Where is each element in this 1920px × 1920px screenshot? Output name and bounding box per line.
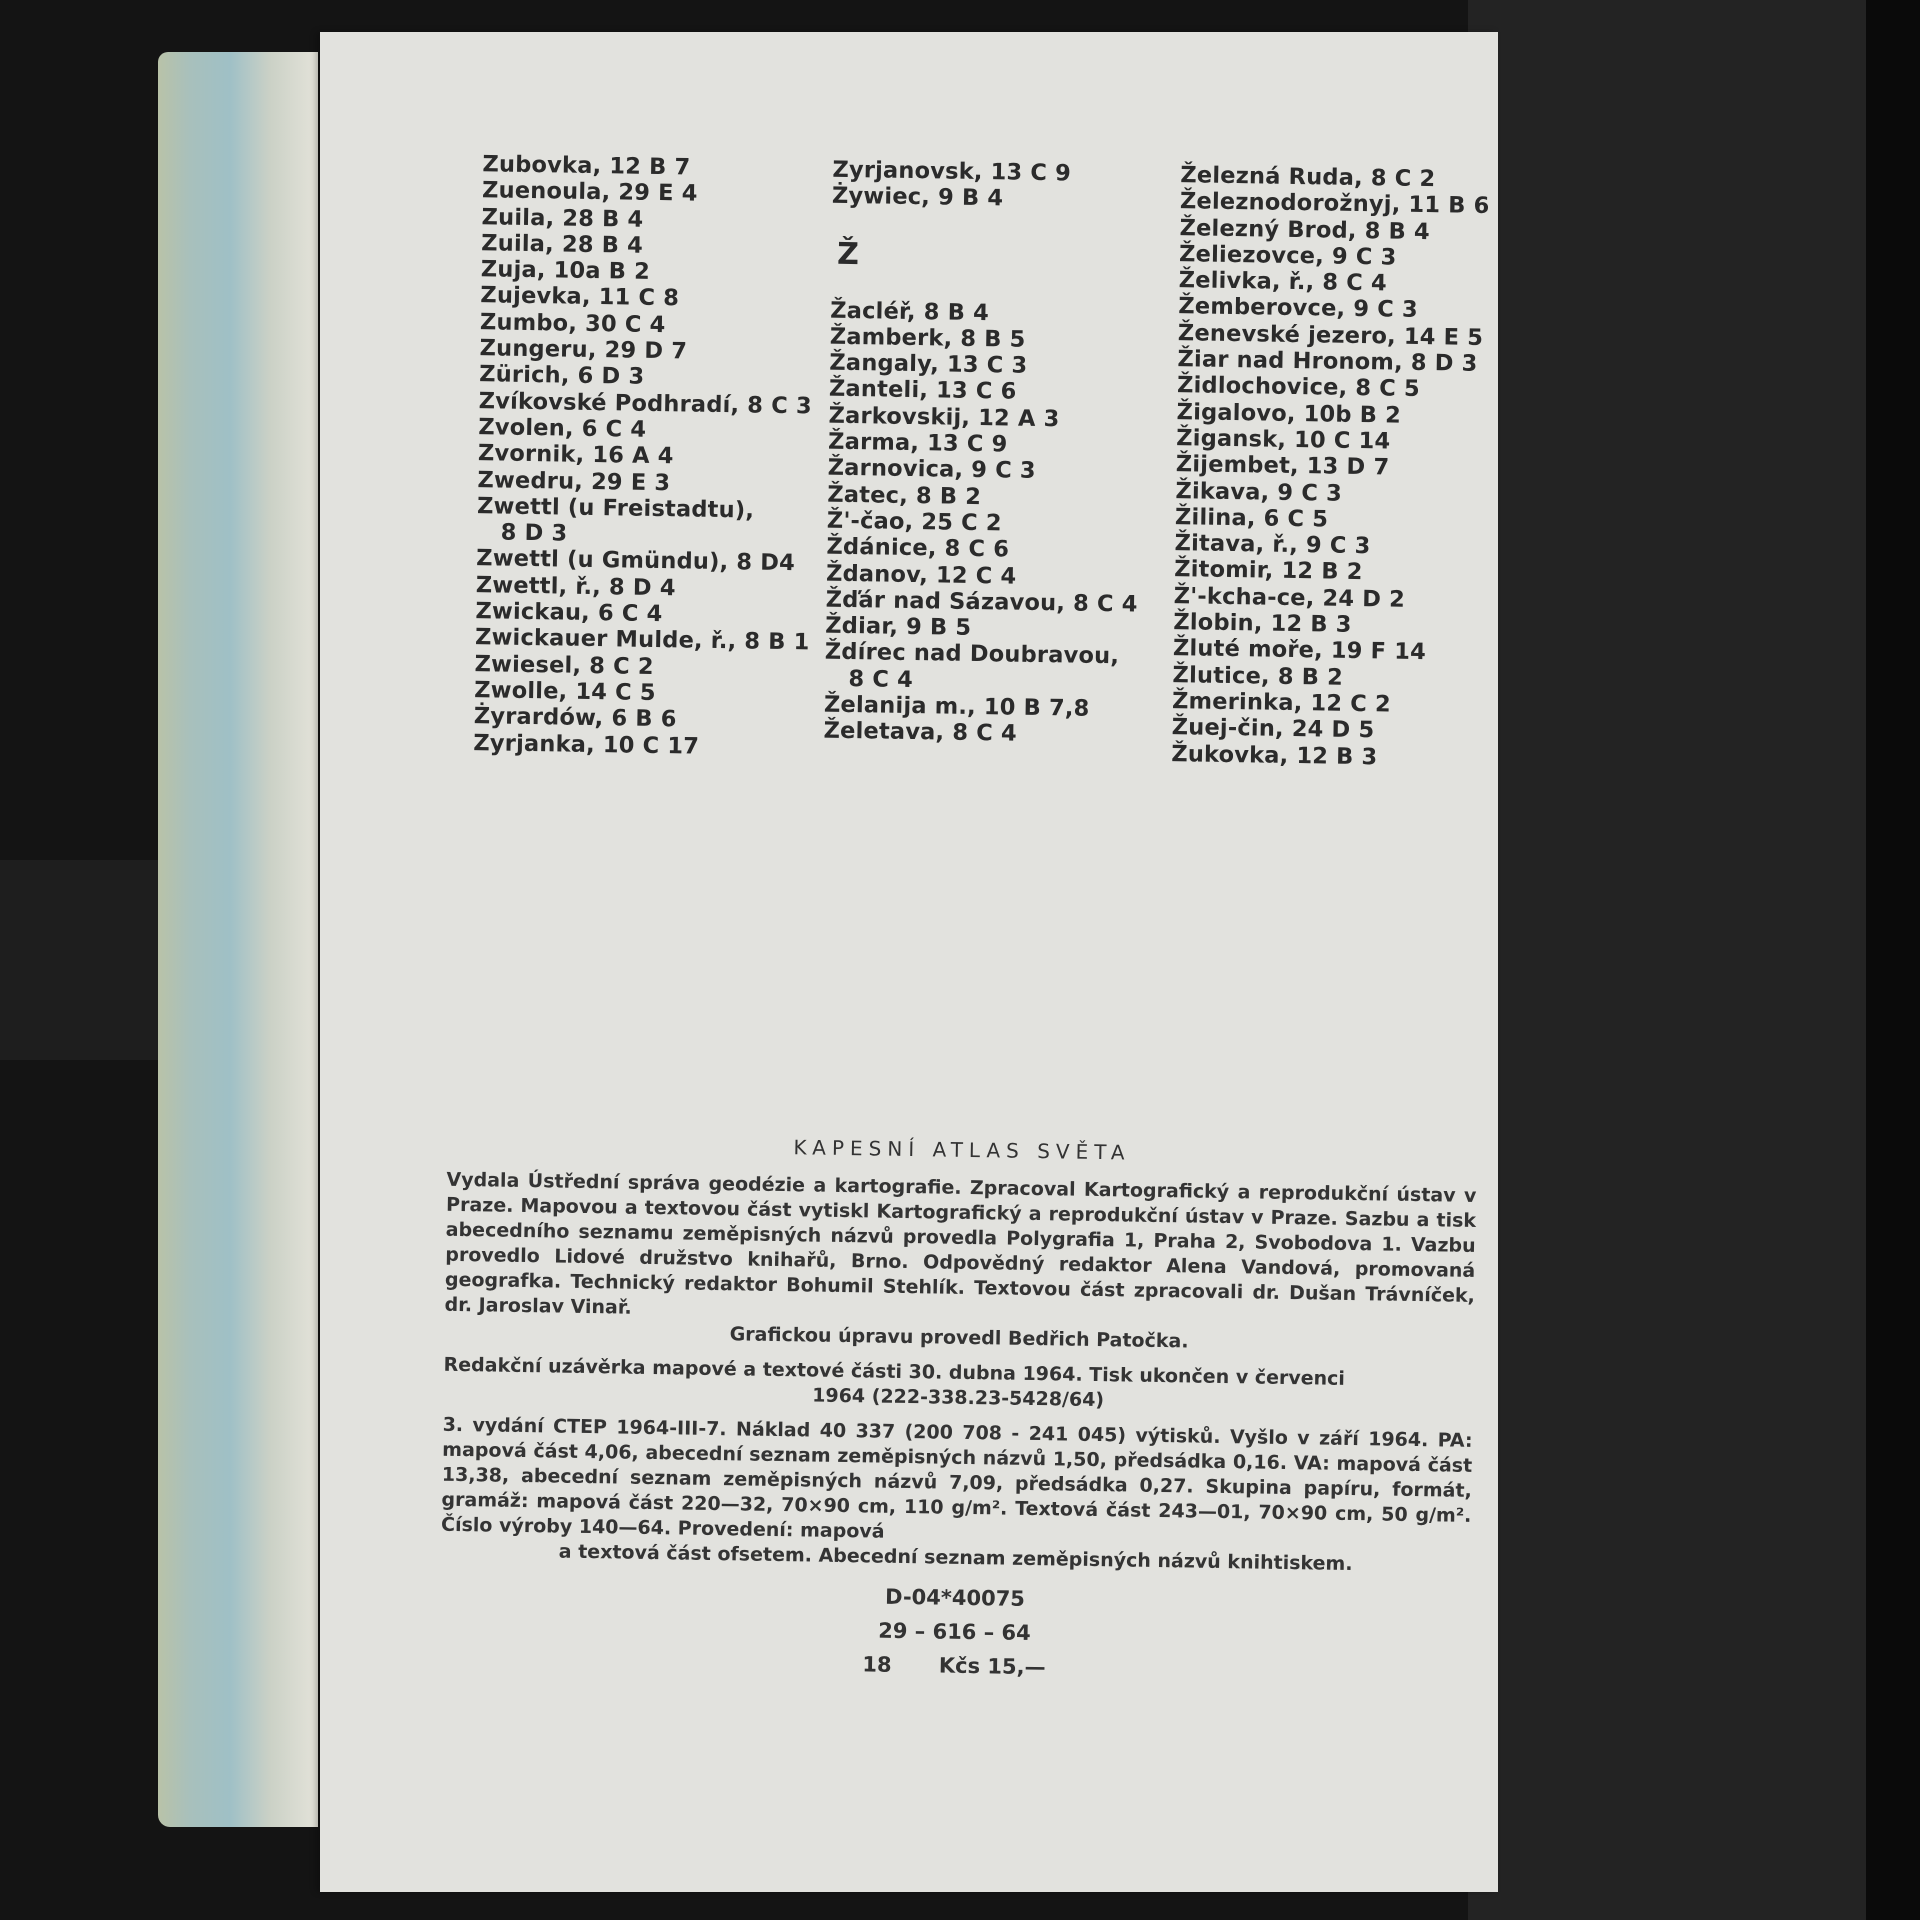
index-entry: Železná Ruda, 8 C 2: [1180, 162, 1436, 193]
index-entry: Žitava, ř., 9 C 3: [1174, 530, 1371, 560]
colophon-paragraph-publisher-text: Vydala Ústřední správa geodézie a kartografie. Zpracoval Kartografický a reprodukční ústav v Praze. Mapovou a textovou část vytiskl Kartografický a reprodukční ústav v Praze. Sazbu a tisk abecedního seznamu zeměpisných názvů provedla Polygrafia 1, Praha 2, Svobodova 1. Vazbu provedlo Lidové družstvo knihařů, Brno. Odpovědný redaktor Alena Vandová, promovaná geografka. Technický redaktor Bohumil Stehlík. Textovou část zpracovali dr. Dušan Trávníček, dr. Jaroslav Vinař.: [444, 1168, 1477, 1319]
index-entry: Žarma, 13 C 9: [827, 428, 1008, 458]
index-entry: Zwickauer Mulde, ř., 8 B 1: [474, 624, 810, 656]
colophon-paragraph-deadline: [443, 1353, 1474, 1419]
index-entry: Žemberovce, 9 C 3: [1178, 293, 1418, 324]
index-entry: Zungeru, 29 D 7: [479, 335, 688, 365]
index-entry: Žitomir, 12 B 2: [1173, 556, 1363, 586]
index-entry: Žuej-čin, 24 D 5: [1171, 714, 1375, 744]
index-entry: Žarkovskij, 12 A 3: [828, 402, 1060, 433]
index-entry: Zujevka, 11 C 8: [480, 282, 680, 312]
index-entry: Želetava, 8 C 4: [823, 717, 1018, 748]
index-entry: Ždánice, 8 C 6: [826, 533, 1010, 563]
price: Kčs 15,—: [938, 1653, 1046, 1680]
index-entry: Zwickau, 6 C 4: [475, 598, 663, 628]
index-entry: Zyrjanka, 10 C 17: [473, 729, 700, 760]
index-entry: 8 C 4: [848, 665, 914, 693]
index-entry: Žarnovica, 9 C 3: [827, 455, 1036, 485]
index-entry: Zvornik, 16 A 4: [477, 440, 674, 470]
section-letter: Ž: [836, 236, 860, 272]
index-entry: Zwettl (u Freistadtu),: [476, 493, 755, 524]
index-entry: Žukovka, 12 B 3: [1171, 740, 1378, 770]
index-entry: Žďár nad Sázavou, 8 C 4: [825, 586, 1138, 618]
index-entry: Žikava, 9 C 3: [1175, 477, 1343, 507]
index-entry: Zuja, 10a B 2: [480, 256, 651, 286]
index-entry: Žigansk, 10 C 14: [1176, 425, 1391, 455]
index-entry: Želivka, ř., 8 C 4: [1178, 267, 1388, 297]
index-entry: Železnodorožnyj, 11 B 6: [1179, 188, 1490, 220]
colophon-paragraph-edition: [441, 1413, 1473, 1579]
index-entry: Žatec, 8 B 2: [827, 481, 982, 510]
index-entry: Žamberk, 8 B 5: [829, 323, 1026, 353]
index-entry: Žlobin, 12 B 3: [1173, 609, 1352, 638]
index-entry: Ž'-čao, 25 C 2: [826, 507, 1002, 537]
index-column-2-bottom: [823, 297, 1142, 749]
index-entry: Zwettl (u Gmündu), 8 D4: [476, 545, 796, 577]
index-entry: Zyrjanovsk, 13 C 9: [832, 156, 1072, 187]
book-page-edges: [158, 52, 318, 1827]
index-entry: Zuenoula, 29 E 4: [481, 177, 698, 207]
index-entry: Zwiesel, 8 C 2: [474, 650, 654, 680]
index-entry: Žijembet, 13 D 7: [1175, 451, 1390, 481]
colophon-paragraph-publisher-last: Grafickou úpravu provedl Bedřich Patočka.: [729, 1323, 1189, 1353]
index-entry: Žigalovo, 10b B 2: [1176, 398, 1402, 429]
colophon-paragraph-deadline-text: Redakční uzávěrka mapové a textové části 30. dubna 1964. Tisk ukončen v červenci: [443, 1353, 1346, 1390]
index-entry: Zuila, 28 B 4: [481, 230, 644, 259]
index-entry: Žluté moře, 19 F 14: [1172, 635, 1427, 666]
index-column-2: [823, 157, 1144, 749]
index-entry: Zvíkovské Podhradí, 8 C 3: [478, 387, 813, 420]
index-entry: Ždanov, 12 C 4: [825, 560, 1017, 590]
colophon-codes: [439, 1573, 1470, 1691]
index-entry: Žacléř, 8 B 4: [830, 297, 990, 326]
page-number: 18: [862, 1652, 892, 1677]
colophon: [439, 1130, 1477, 1691]
colophon-paragraph-edition-text: 3. vydání CTEP 1964-III-7. Náklad 40 337 (200 708 - 241 045) výtisků. Vyšlo v září 1964. PA: mapová část 4,06, abecední seznam zeměpisných názvů 1,50, předsádka 0,16. VA: mapová část 13,38, abecední seznam zeměpisných názvů 7,09, předsádka 0,27. Skupina papíru, formát, gramáž: mapová část 220—32, 70×90 cm, 110 g/m². Textová část 243—01, 70×90 cm, 50 g/m². Číslo výroby 140—64. Provedení: mapová: [440, 1413, 1473, 1543]
index-column-2-top: [832, 157, 1145, 214]
index-entry: Ždírec nad Doubravou,: [824, 639, 1120, 670]
colophon-paragraph-deadline-last: 1964 (222-338.23-5428/64): [812, 1384, 1105, 1412]
index-entry: Zwolle, 14 C 5: [474, 677, 656, 706]
index-entry: Ždiar, 9 B 5: [825, 612, 972, 642]
index-entry: Zubovka, 12 B 7: [482, 151, 691, 181]
index-entry: Žilina, 6 C 5: [1174, 503, 1329, 533]
index-entry: Žmerinka, 12 C 2: [1171, 688, 1392, 718]
index-entry: Żyrardów, 6 B 6: [473, 703, 677, 733]
index-entry: Ženevské jezero, 14 E 5: [1177, 319, 1484, 351]
index-entry: Žangaly, 13 C 3: [829, 349, 1028, 379]
index-entry: Želanija m., 10 B 7,8: [823, 691, 1090, 722]
colophon-paragraph-edition-last: a textová část ofsetem. Abecední seznam zeměpisných názvů knihtiskem.: [558, 1540, 1353, 1576]
index-entry: Zvolen, 6 C 4: [478, 414, 647, 443]
colophon-title: KAPESNÍ ATLAS SVĚTA: [793, 1135, 1131, 1165]
index-entry: Žiar nad Hronom, 8 D 3: [1177, 346, 1478, 377]
index-entry: Zwedru, 29 E 3: [477, 466, 671, 496]
index-entry: Zürich, 6 D 3: [478, 361, 645, 391]
backdrop-edge: [1866, 0, 1920, 1920]
index-entry: Zumbo, 30 C 4: [479, 308, 666, 338]
colophon-paragraph-publisher: [444, 1168, 1477, 1359]
index-entry: Żywiec, 9 B 4: [831, 182, 1004, 212]
publication-code: D-04*40075: [884, 1584, 1026, 1611]
index-entry: Žlutice, 8 B 2: [1172, 661, 1344, 691]
index-column-1: [473, 151, 817, 761]
dark-cover-sheet: [1468, 0, 1866, 1920]
index-entry: Žanteli, 13 C 6: [828, 376, 1017, 406]
index-entry: Zuila, 28 B 4: [481, 203, 644, 233]
index-column-3: [1171, 162, 1490, 772]
index-entry: 8 D 3: [500, 519, 568, 547]
index-entry: Židlochovice, 8 C 5: [1176, 372, 1421, 403]
index-entry: Zwettl, ř., 8 D 4: [475, 571, 676, 602]
book-page: [320, 32, 1498, 1892]
index-entry: Železný Brod, 8 B 4: [1179, 214, 1431, 245]
catalogue-code: 29 – 616 – 64: [878, 1618, 1031, 1645]
index-entry: Ž'-kcha-ce, 24 D 2: [1173, 582, 1406, 613]
index-entry: Želiezovce, 9 C 3: [1178, 241, 1397, 271]
